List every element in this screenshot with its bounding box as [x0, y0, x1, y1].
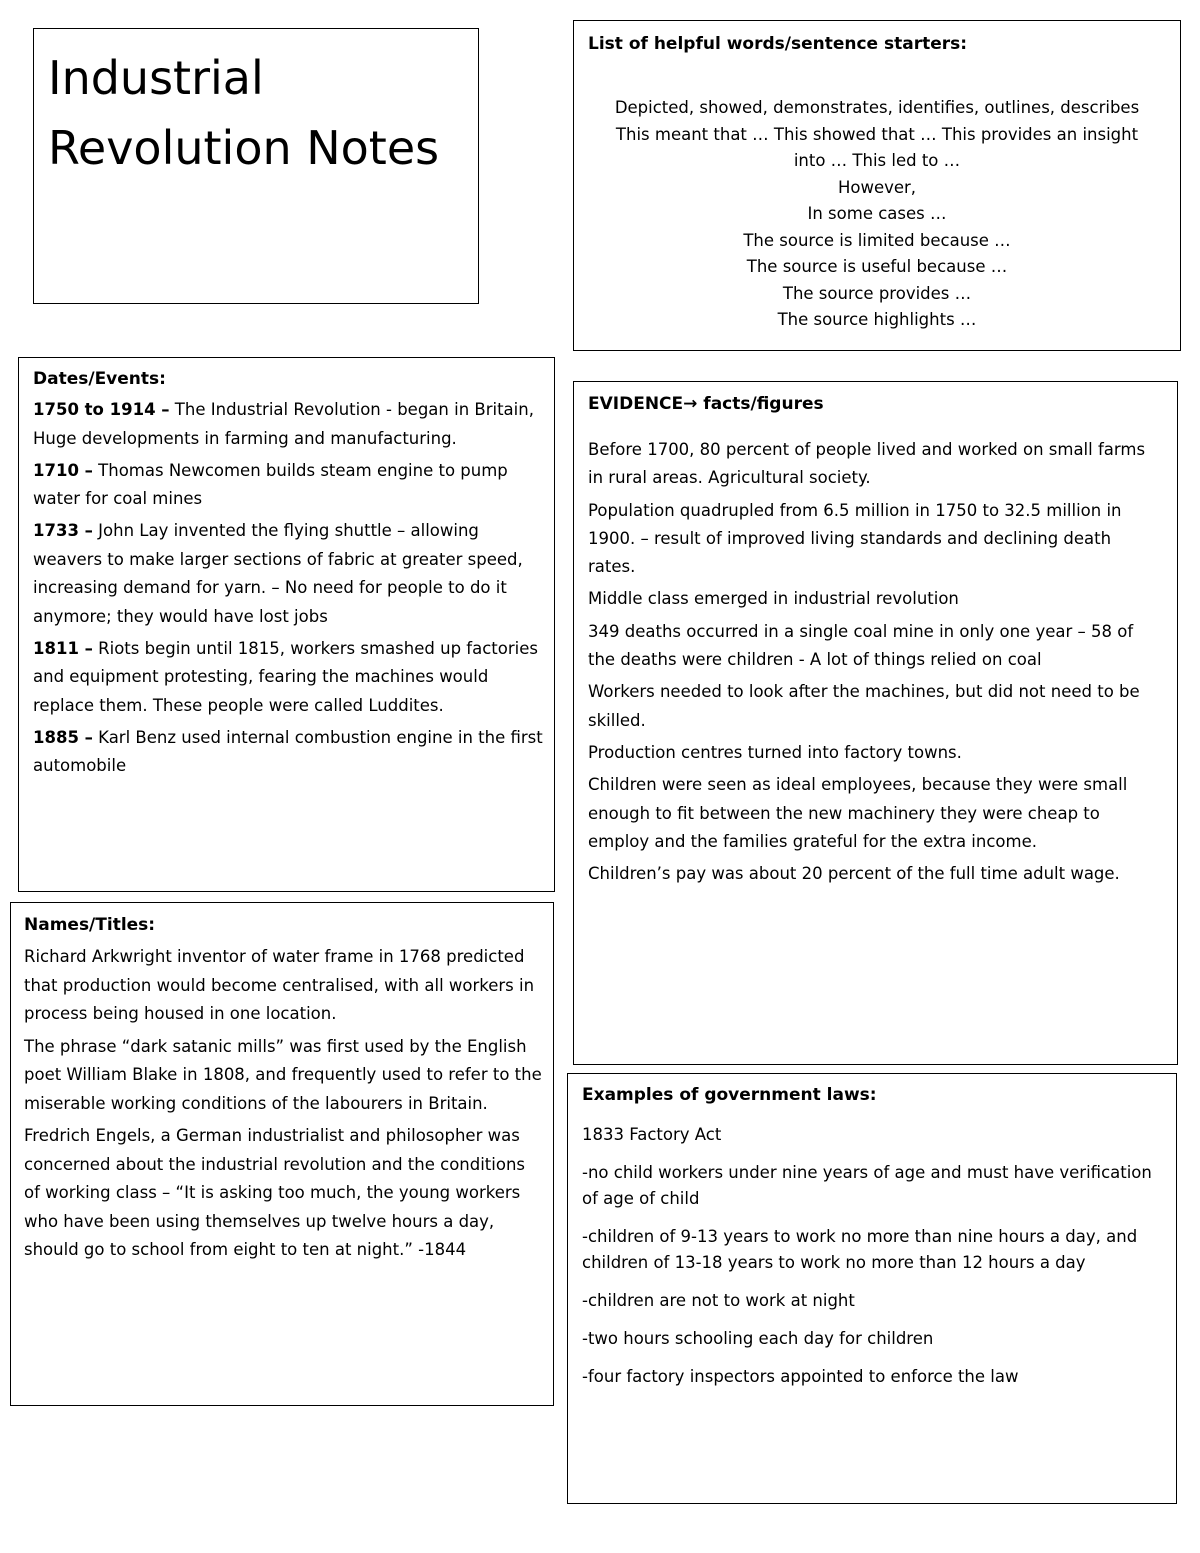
event-date: 1710 – [33, 460, 93, 480]
dates-events-box [18, 357, 555, 892]
event-text: John Lay invented the flying shuttle – allowing weavers to make larger sections of fabric at greater speed, increasing demand for yarn. – No need for people to do it anymore; they would have lost jobs [33, 521, 523, 626]
helpful-words-box [573, 20, 1181, 351]
event-item [33, 517, 544, 631]
law-item: 1833 Factory Act [582, 1125, 722, 1144]
helpful-words-line: The source provides … [782, 283, 972, 303]
evidence-item: Production centres turned into factory towns. [588, 742, 962, 762]
evidence-item: Workers needed to look after the machines, but did not need to be skilled. [588, 682, 1140, 730]
event-item [33, 396, 544, 453]
evidence-item: Children were seen as ideal employees, because they were small enough to fit between the new machinery they were cheap to employ and the families grateful for the extra income. [588, 775, 1128, 851]
law-item: -children of 9-13 years to work no more than nine hours a day, and children of 13-18 years to work no more than 12 hours a day [582, 1227, 1138, 1272]
law-item: -two hours schooling each day for children [582, 1329, 934, 1348]
event-item [33, 457, 544, 514]
government-laws-list [582, 1122, 1166, 1402]
page-title-line-1: Industrial [48, 51, 264, 105]
event-date: 1811 – [33, 638, 93, 658]
law-item: -four factory inspectors appointed to enforce the law [582, 1367, 1019, 1386]
event-text: Karl Benz used internal combustion engine in the first automobile [33, 727, 543, 775]
event-text: Thomas Newcomen builds steam engine to pump water for coal mines [33, 460, 508, 508]
evidence-list [588, 436, 1163, 892]
evidence-item: Middle class emerged in industrial revolution [588, 589, 959, 609]
helpful-words-line: However, [837, 177, 917, 197]
page-title-line-2: Revolution Notes [48, 121, 440, 175]
event-date: 1885 – [33, 727, 93, 747]
event-item [33, 724, 544, 781]
evidence-heading: EVIDENCE→ facts/figures [588, 394, 824, 414]
helpful-words-line: into … This led to … [793, 151, 961, 170]
event-text: The Industrial Revolution - began in Britain, Huge developments in farming and manufacturing. [33, 400, 534, 448]
event-date: 1733 – [33, 521, 93, 540]
dates-events-heading: Dates/Events: [33, 369, 166, 389]
helpful-words-line: The source is useful because … [746, 257, 1008, 276]
evidence-item: Before 1700, 80 percent of people lived and worked on small farms in rural areas. Agricultural society. [588, 440, 1146, 488]
dates-events-list [33, 396, 544, 784]
event-date: 1750 to 1914 – [33, 400, 170, 419]
helpful-words-line: Depicted, showed, demonstrates, identifies, outlines, describes [614, 98, 1140, 117]
names-item: Fredrich Engels, a German industrialist and philosopher was concerned about the industrial revolution and the conditions of working class – “It is asking too much, the young workers who have been using themselves up twelve hours a day, should go to school from eight to ten at night.” -1844 [24, 1126, 526, 1259]
evidence-box [573, 381, 1178, 1065]
evidence-item: Children’s pay was about 20 percent of the full time adult wage. [588, 864, 1120, 884]
helpful-words-heading: List of helpful words/sentence starters: [588, 34, 968, 54]
names-titles-box [10, 902, 554, 1406]
title-box [33, 28, 479, 304]
event-text: Riots begin until 1815, workers smashed up factories and equipment protesting, fearing the machines would replace them. These people were called Luddites. [33, 638, 538, 715]
names-titles-list [24, 943, 543, 1269]
names-item: Richard Arkwright inventor of water frame in 1768 predicted that production would become centralised, with all workers in process being housed in one location. [24, 947, 535, 1023]
names-item: The phrase “dark satanic mills” was first used by the English poet William Blake in 1808, and frequently used to refer to the miserable working conditions of the labourers in Britain. [24, 1036, 542, 1113]
law-item: -no child workers under nine years of age and must have verification of age of child [582, 1163, 1152, 1208]
page-title [48, 43, 439, 183]
helpful-words-line: The source is limited because … [743, 230, 1011, 250]
helpful-words-line: In some cases … [807, 204, 947, 223]
helpful-words-line: The source highlights … [777, 310, 977, 329]
event-item [33, 635, 544, 721]
helpful-words-line: This meant that … This showed that … This provides an insight [615, 124, 1139, 144]
evidence-item: Population quadrupled from 6.5 million in 1750 to 32.5 million in 1900. – result of improved living standards and declining death rates. [588, 500, 1122, 577]
names-titles-heading: Names/Titles: [24, 915, 156, 935]
evidence-item: 349 deaths occurred in a single coal mine in only one year – 58 of the deaths were children - A lot of things relied on coal [588, 621, 1134, 670]
helpful-words-list [580, 95, 1174, 334]
government-laws-heading: Examples of government laws: [582, 1085, 877, 1105]
law-item: -children are not to work at night [582, 1291, 855, 1310]
government-laws-box [567, 1073, 1177, 1504]
